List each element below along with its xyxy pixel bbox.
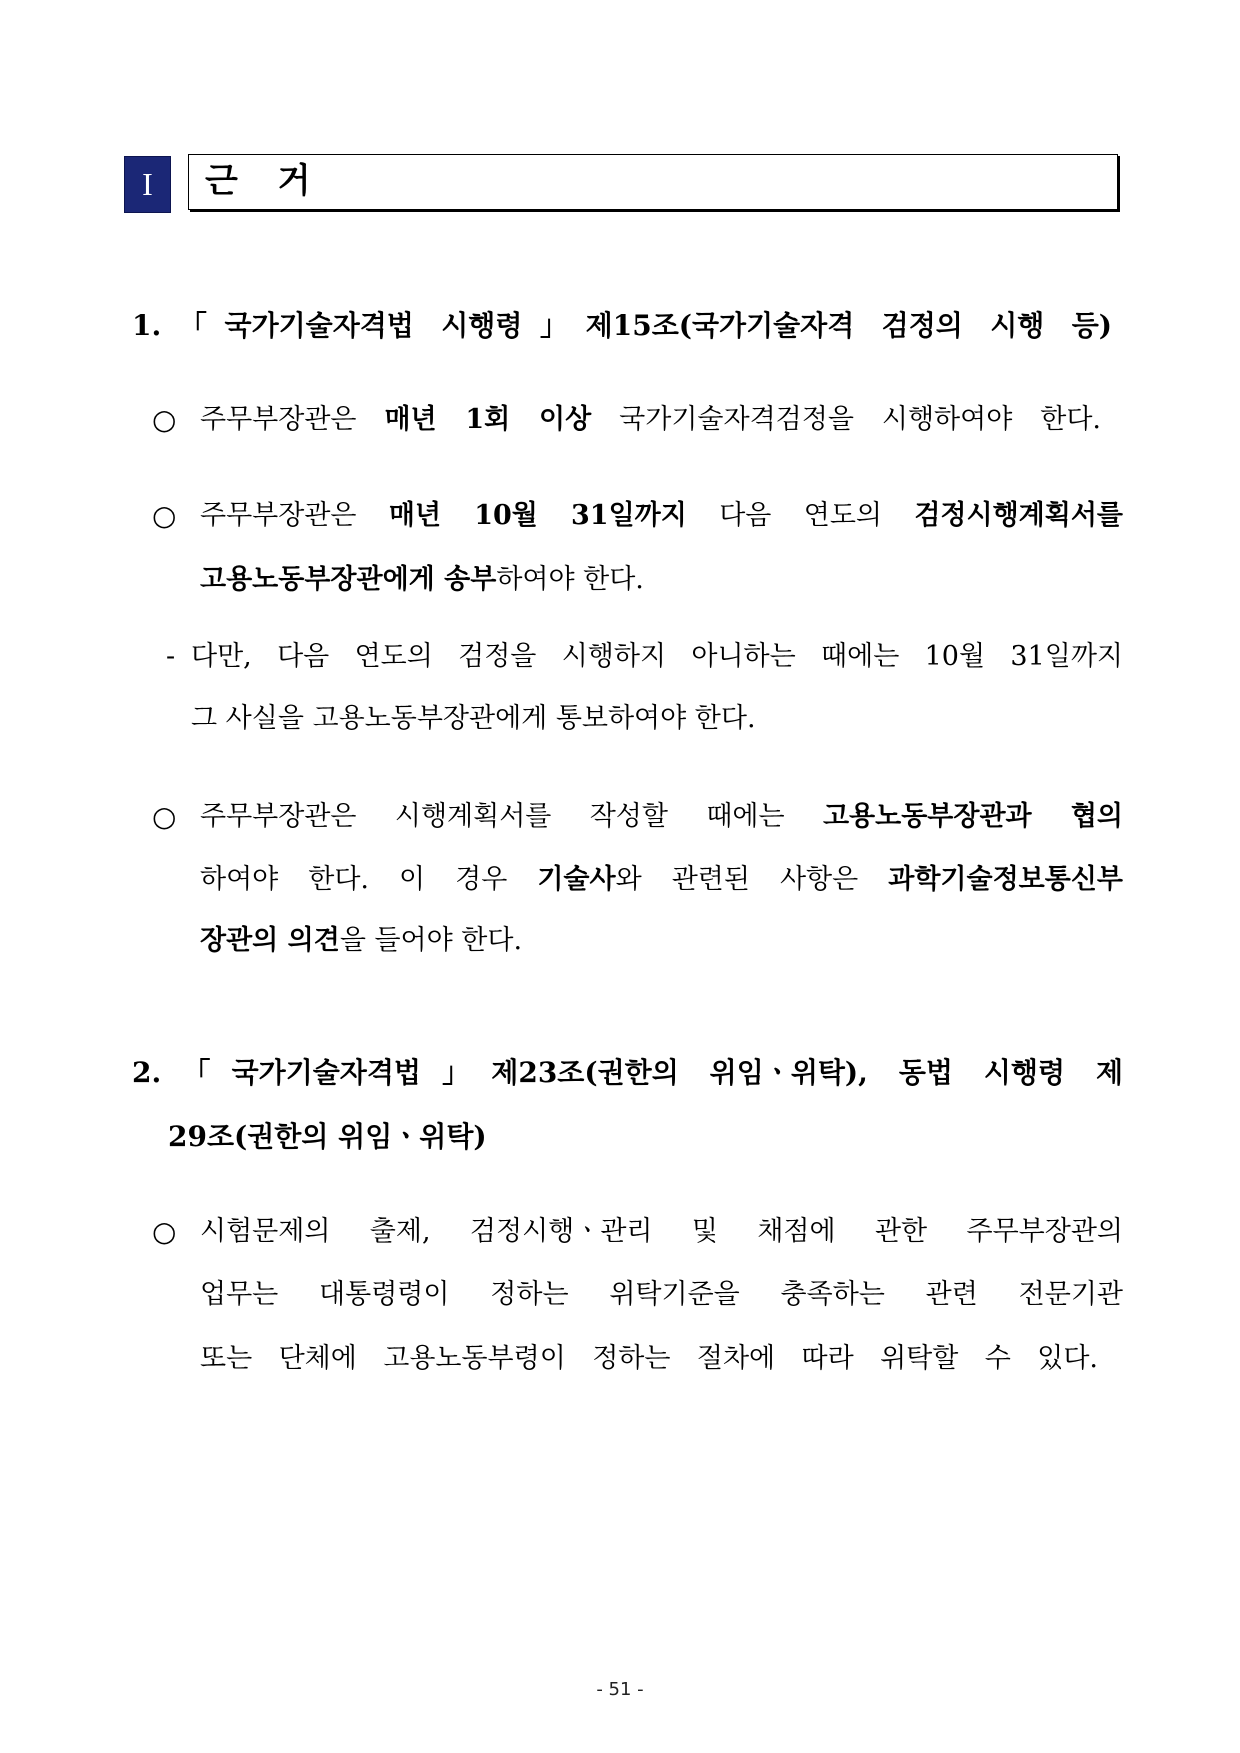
emphasis-text: 기술사 xyxy=(537,864,616,895)
item-4-line-3 xyxy=(200,1339,1098,1379)
heading-text: 29조(권한의 위임ㆍ위탁) xyxy=(168,1120,487,1153)
body-text: 시험문제의 출제, 검정시행ㆍ관리 및 채점에 관한 주무부장관의 xyxy=(200,1216,1123,1247)
body-text: 국가기술자격검정을 시행하여야 한다. xyxy=(591,404,1101,435)
section-2-heading-line-2 xyxy=(168,1117,1123,1157)
page-number: - 51 - xyxy=(596,1679,644,1700)
bullet-circle: ○ xyxy=(152,499,177,532)
section-title-box xyxy=(188,154,1118,210)
body-text: 하여야 한다. 이 경우 xyxy=(200,864,538,895)
bullet-circle: ○ xyxy=(152,403,177,436)
emphasis-text: 장관의 의견 xyxy=(200,925,340,956)
body-text: 그 사실을 고용노동부장관에게 통보하여야 한다. xyxy=(191,703,756,734)
section-number-badge: I xyxy=(124,156,171,213)
section-1-heading xyxy=(132,306,1112,346)
emphasis-text: 고용노동부장관에게 송부 xyxy=(200,564,497,595)
body-text: 하여야 한다. xyxy=(496,564,644,595)
body-text: 을 들어야 한다. xyxy=(339,925,523,956)
item-4-line-1 xyxy=(200,1212,1123,1252)
body-text: 업무는 대통령령이 정하는 위탁기준을 충족하는 관련 전문기관 xyxy=(200,1279,1123,1310)
heading-text: 2.「국가기술자격법」제23조(권한의 위임ㆍ위탁), 동법 시행령 제 xyxy=(132,1056,1123,1089)
sub-item-line-2 xyxy=(191,699,1123,739)
bullet-circle: ○ xyxy=(152,1215,177,1248)
item-1-line-1 xyxy=(200,400,1101,440)
item-3-line-1 xyxy=(200,797,1123,837)
item-2-line-1 xyxy=(200,496,1123,536)
heading-text: 1.「국가기술자격법 시행령」제15조(국가기술자격 검정의 시행 등) xyxy=(132,309,1112,342)
body-text: 또는 단체에 고용노동부령이 정하는 절차에 따라 위탁할 수 있다. xyxy=(200,1343,1098,1374)
body-text: 와 관련된 사항은 xyxy=(615,864,889,895)
section-title: 근 거 xyxy=(205,161,325,201)
item-3-line-2 xyxy=(200,860,1123,900)
emphasis-text: 검정시행계획서를 xyxy=(914,500,1123,531)
item-3-line-3 xyxy=(200,921,1123,961)
body-text: 주무부장관은 xyxy=(200,500,389,531)
emphasis-text: 매년 1회 이상 xyxy=(384,404,592,435)
bullet-circle: ○ xyxy=(152,800,177,833)
section-2-heading-line-1 xyxy=(132,1053,1123,1093)
item-2-line-2 xyxy=(200,560,1123,600)
body-text: 다만, 다음 연도의 검정을 시행하지 아니하는 때에는 10월 31일까지 xyxy=(191,641,1123,672)
sub-item-line-1 xyxy=(191,637,1123,677)
body-text: 다음 연도의 xyxy=(686,500,915,531)
sub-item-dash: - xyxy=(166,641,176,672)
body-text: 주무부장관은 xyxy=(200,404,385,435)
emphasis-text: 매년 10월 31일까지 xyxy=(388,500,687,531)
emphasis-text: 고용노동부장관과 협의 xyxy=(822,801,1123,832)
body-text: 주무부장관은 시행계획서를 작성할 때에는 xyxy=(200,801,823,832)
emphasis-text: 과학기술정보통신부 xyxy=(888,864,1123,895)
item-4-line-2 xyxy=(200,1275,1123,1315)
